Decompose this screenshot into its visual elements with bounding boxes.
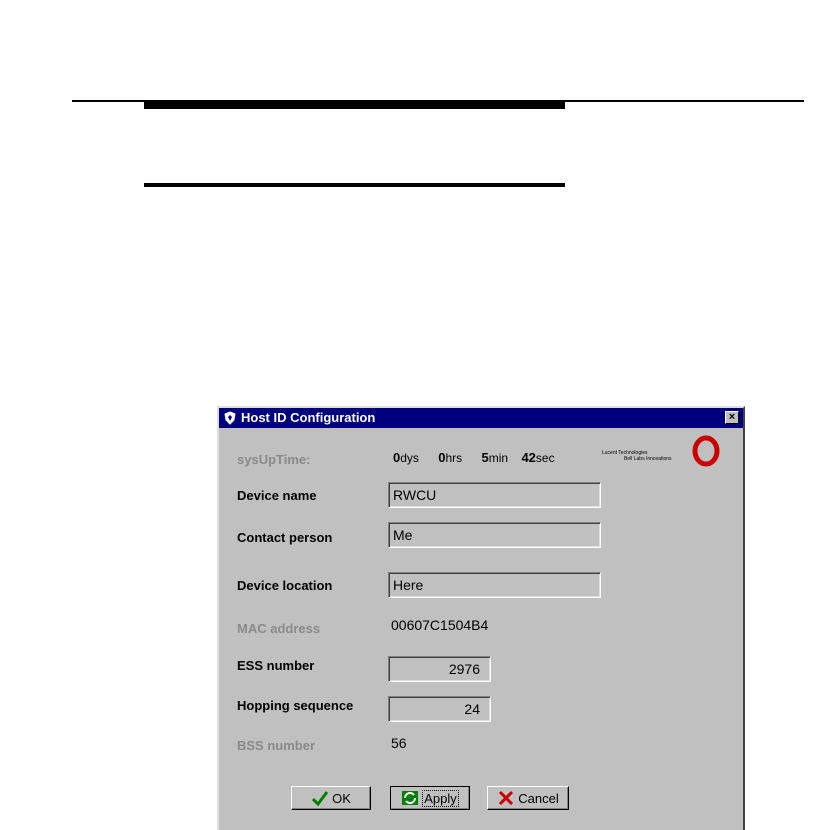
checkmark-icon bbox=[311, 790, 329, 806]
apply-button-label: Apply bbox=[424, 790, 457, 806]
uptime-days-value: 0 bbox=[393, 450, 401, 465]
host-id-configuration-dialog bbox=[217, 406, 745, 830]
mac-address-value: 00607C1504B4 bbox=[391, 617, 489, 633]
page-rule-middle bbox=[144, 183, 565, 187]
close-icon: × bbox=[728, 411, 736, 423]
refresh-arrows-icon bbox=[401, 790, 419, 806]
contact-person-label: Contact person bbox=[237, 530, 333, 545]
device-name-label: Device name bbox=[237, 488, 317, 503]
device-location-label: Device location bbox=[237, 578, 333, 593]
uptime-min-value: 5 bbox=[481, 450, 489, 465]
device-name-input[interactable]: RWCU bbox=[388, 482, 601, 508]
bss-number-label: BSS number bbox=[237, 738, 316, 753]
uptime-hours-unit: hrs bbox=[445, 451, 463, 465]
sysuptime-value bbox=[393, 450, 555, 465]
ess-number-input[interactable]: 2976 bbox=[388, 656, 491, 682]
cancel-button[interactable] bbox=[487, 786, 569, 810]
uptime-days-unit: dys bbox=[400, 451, 419, 465]
ess-number-label: ESS number bbox=[237, 658, 315, 673]
bss-number-value: 56 bbox=[391, 735, 407, 751]
contact-person-input[interactable]: Me bbox=[388, 522, 601, 548]
apply-button[interactable] bbox=[390, 786, 470, 810]
cancel-button-label: Cancel bbox=[518, 790, 559, 806]
uptime-min-unit: min bbox=[488, 451, 509, 465]
dialog-title: Host ID Configuration bbox=[241, 410, 376, 425]
device-location-input[interactable]: Here bbox=[388, 572, 601, 598]
uptime-sec-unit: sec bbox=[535, 451, 555, 465]
sysuptime-label: sysUpTime: bbox=[237, 452, 311, 467]
logo-line2: Bell Labs Innovations bbox=[624, 456, 672, 462]
app-shield-icon bbox=[223, 411, 237, 425]
dialog-titlebar[interactable] bbox=[219, 408, 743, 428]
lucent-ring-logo-icon bbox=[691, 434, 721, 468]
hopping-sequence-label: Hopping sequence bbox=[237, 698, 354, 713]
uptime-hours-value: 0 bbox=[438, 450, 446, 465]
mac-address-label: MAC address bbox=[237, 621, 321, 636]
close-button[interactable] bbox=[725, 411, 739, 424]
page-rule-thick bbox=[144, 101, 565, 109]
ok-button[interactable] bbox=[291, 786, 371, 810]
ok-button-label: OK bbox=[332, 790, 351, 806]
uptime-sec-value: 42 bbox=[521, 450, 536, 465]
lucent-logo-text bbox=[602, 450, 672, 462]
hopping-sequence-input[interactable]: 24 bbox=[388, 696, 491, 722]
x-cancel-icon bbox=[497, 790, 515, 806]
logo-line1: Lucent Technologies bbox=[602, 450, 648, 456]
